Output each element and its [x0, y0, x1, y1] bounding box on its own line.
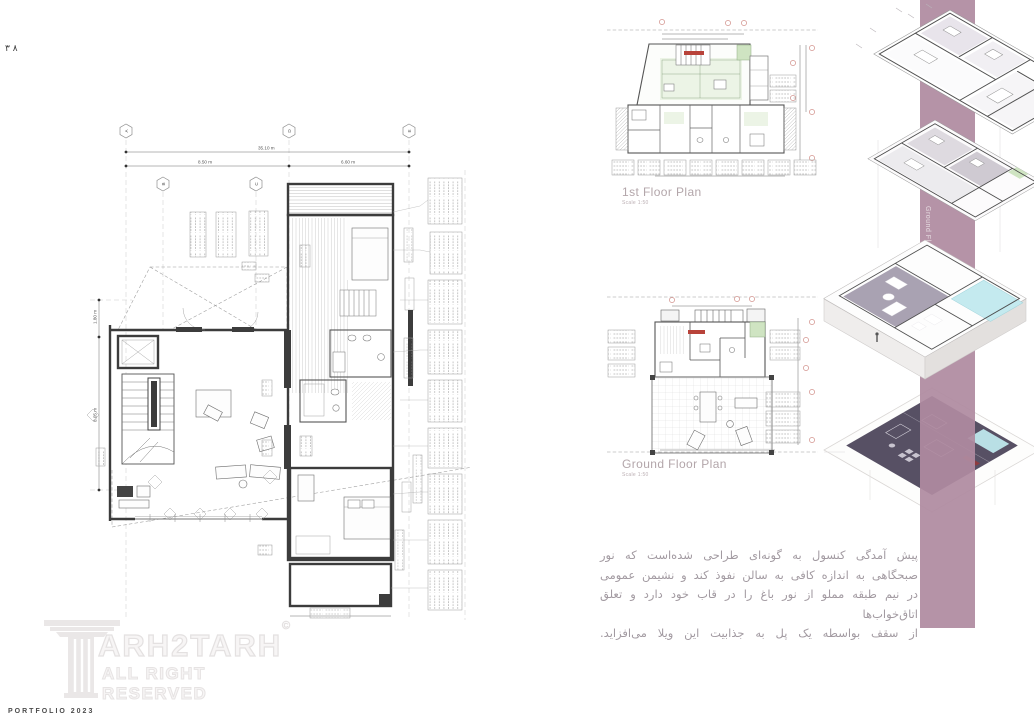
top-dimensions — [125, 146, 411, 168]
copyright-icon: © — [282, 620, 291, 632]
logo-tagline: ALL RIGHT RESERVED — [102, 664, 208, 703]
mini-anno-right — [770, 75, 796, 102]
svg-text:E: E — [407, 129, 412, 133]
lower-level-rooms — [616, 105, 796, 153]
svg-text:1.80 m: 1.80 m — [92, 309, 98, 324]
elevator-shaft — [118, 336, 158, 368]
svg-text:8.05 m: 8.05 m — [92, 407, 98, 422]
lower-deck — [290, 564, 391, 606]
description-line: پیش آمدگی کنسول به گونه‌ای طراحی شده‌است که نور — [600, 548, 918, 562]
svg-text:6.60 m: 6.60 m — [341, 159, 356, 165]
ground-floor-title: Ground Floor Plan — [622, 457, 727, 471]
svg-text:D: D — [287, 129, 292, 133]
first-floor-scale: Scale 1:50 — [622, 200, 649, 206]
first-floor-plan-drawing — [605, 5, 820, 185]
logo-wordmark: ARH2TARH — [98, 628, 283, 663]
living-hall — [110, 308, 290, 522]
tarh2tarh-logo — [30, 618, 291, 703]
description-paragraph — [600, 546, 918, 644]
svg-text:A: A — [124, 129, 129, 133]
ground-floor-plan-drawing — [605, 283, 820, 455]
description-line: صبحگاهی به اندازه کافی به سالن نفوذ کند و نشیمن عمومی — [600, 567, 918, 582]
portfolio-footer: PORTFOLIO 2023 — [8, 708, 95, 715]
page-number: ۳ ۸ — [5, 44, 18, 54]
svg-text:C: C — [254, 182, 259, 186]
secondary-stair — [340, 290, 376, 316]
svg-text:B: B — [161, 182, 166, 186]
red-accent — [684, 51, 704, 55]
axon-ground-floor-small — [868, 120, 1034, 221]
svg-text:35.10 m: 35.10 m — [258, 145, 275, 151]
red-accent-2 — [688, 330, 705, 334]
entry-strip — [661, 309, 765, 323]
main-stair — [122, 374, 174, 464]
svg-text:8.50 m: 8.50 m — [198, 159, 213, 165]
bedroom — [290, 468, 391, 558]
mini-annotation-row — [612, 160, 816, 175]
ground-floor-heading — [622, 457, 727, 478]
right-annotation-column — [391, 178, 462, 610]
ground-floor-scale: Scale 1:50 — [622, 472, 649, 478]
service-rooms — [655, 322, 765, 377]
main-floor-plan-drawing — [85, 118, 470, 625]
terrace — [650, 375, 774, 455]
first-floor-title: 1st Floor Plan — [622, 185, 702, 199]
grid-bubbles — [120, 124, 415, 191]
description-line: از سقف بواسطه یک پل به جذابیت این ویلا می‌افزاید. — [600, 626, 918, 640]
anno-left — [608, 330, 635, 377]
axon-plinth-pool — [824, 240, 1029, 379]
description-line: در نیم طبقه مملو از نور باغ را در قاب خود دارد و تعلق اتاق‌خواب‌ها — [600, 587, 918, 621]
first-floor-heading — [622, 185, 702, 206]
upper-level-rooms — [637, 44, 768, 105]
